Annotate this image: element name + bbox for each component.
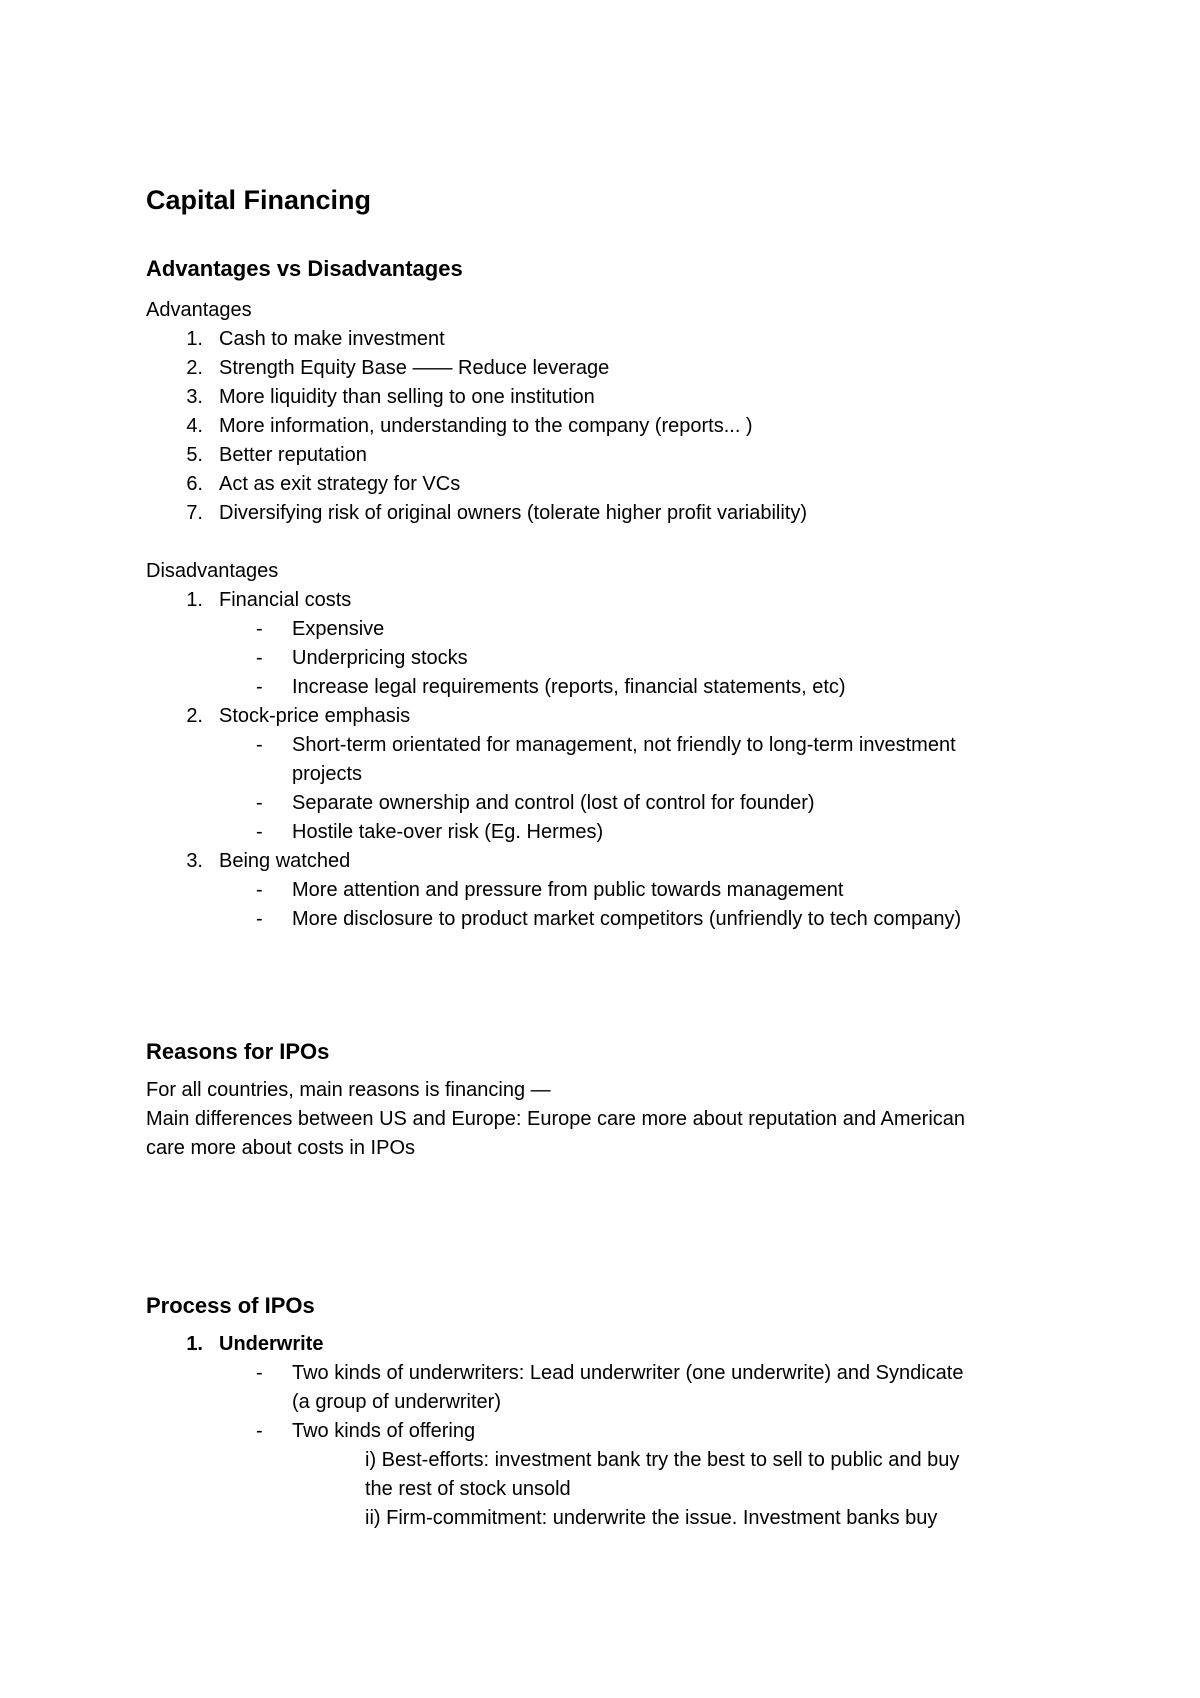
bullet-item: Underpricing stocks bbox=[292, 647, 468, 669]
bullet-item: Short-term orientated for management, not friendly to long-term investment bbox=[292, 734, 956, 756]
bullet-item-continuation: (a group of underwriter) bbox=[292, 1391, 501, 1413]
list-item-number: 1. bbox=[186, 589, 203, 611]
bullet-dash: - bbox=[256, 821, 263, 843]
bullet-item: Two kinds of offering bbox=[292, 1420, 476, 1442]
list-item: Strength Equity Base —— Reduce leverage bbox=[219, 357, 610, 379]
list-item: Being watched bbox=[219, 850, 351, 872]
bullet-item-continuation: projects bbox=[292, 763, 363, 785]
bullet-dash: - bbox=[256, 734, 263, 756]
list-item-number: 1. bbox=[186, 1333, 203, 1355]
list-item: Act as exit strategy for VCs bbox=[219, 473, 461, 495]
list-item: Underwrite bbox=[219, 1333, 324, 1355]
bullet-item: Expensive bbox=[292, 618, 385, 640]
bullet-item: More attention and pressure from public towards management bbox=[292, 879, 844, 901]
list-item: Stock-price emphasis bbox=[219, 705, 411, 727]
bullet-dash: - bbox=[256, 618, 263, 640]
section-heading-adv-disadv: Advantages vs Disadvantages bbox=[146, 256, 463, 281]
advantages-label: Advantages bbox=[146, 299, 252, 321]
list-item-number: 7. bbox=[186, 502, 203, 524]
sub-item: i) Best-efforts: investment bank try the best to sell to public and buy bbox=[365, 1449, 960, 1471]
list-item-number: 4. bbox=[186, 415, 203, 437]
disadvantages-label: Disadvantages bbox=[146, 560, 279, 582]
list-item: Better reputation bbox=[219, 444, 367, 466]
list-item-number: 2. bbox=[186, 705, 203, 727]
bullet-item: More disclosure to product market competitors (unfriendly to tech company) bbox=[292, 908, 962, 930]
section-heading-process: Process of IPOs bbox=[146, 1293, 315, 1318]
list-item-number: 3. bbox=[186, 386, 203, 408]
list-item: More liquidity than selling to one institution bbox=[219, 386, 595, 408]
list-item: More information, understanding to the company (reports... ) bbox=[219, 415, 753, 437]
list-item: Financial costs bbox=[219, 589, 352, 611]
sub-item-continuation: the rest of stock unsold bbox=[365, 1478, 571, 1500]
list-item-number: 5. bbox=[186, 444, 203, 466]
list-item-number: 1. bbox=[186, 328, 203, 350]
document-title: Capital Financing bbox=[146, 185, 372, 215]
bullet-dash: - bbox=[256, 908, 263, 930]
bullet-item: Hostile take-over risk (Eg. Hermes) bbox=[292, 821, 604, 843]
section-heading-reasons: Reasons for IPOs bbox=[146, 1039, 330, 1064]
list-item-number: 2. bbox=[186, 357, 203, 379]
bullet-dash: - bbox=[256, 1420, 263, 1442]
list-item-number: 3. bbox=[186, 850, 203, 872]
bullet-item: Increase legal requirements (reports, financial statements, etc) bbox=[292, 676, 846, 698]
paragraph-line: For all countries, main reasons is financing — bbox=[146, 1079, 551, 1101]
bullet-item: Separate ownership and control (lost of control for founder) bbox=[292, 792, 815, 814]
paragraph-line: care more about costs in IPOs bbox=[146, 1137, 416, 1159]
bullet-dash: - bbox=[256, 879, 263, 901]
list-item-number: 6. bbox=[186, 473, 203, 495]
sub-item: ii) Firm-commitment: underwrite the issue. Investment banks buy bbox=[365, 1507, 938, 1529]
list-item: Diversifying risk of original owners (tolerate higher profit variability) bbox=[219, 502, 807, 524]
bullet-dash: - bbox=[256, 792, 263, 814]
bullet-dash: - bbox=[256, 647, 263, 669]
bullet-dash: - bbox=[256, 676, 263, 698]
list-item: Cash to make investment bbox=[219, 328, 445, 350]
bullet-item: Two kinds of underwriters: Lead underwriter (one underwrite) and Syndicate bbox=[292, 1362, 964, 1384]
paragraph-line: Main differences between US and Europe: Europe care more about reputation and American bbox=[146, 1108, 966, 1130]
bullet-dash: - bbox=[256, 1362, 263, 1384]
